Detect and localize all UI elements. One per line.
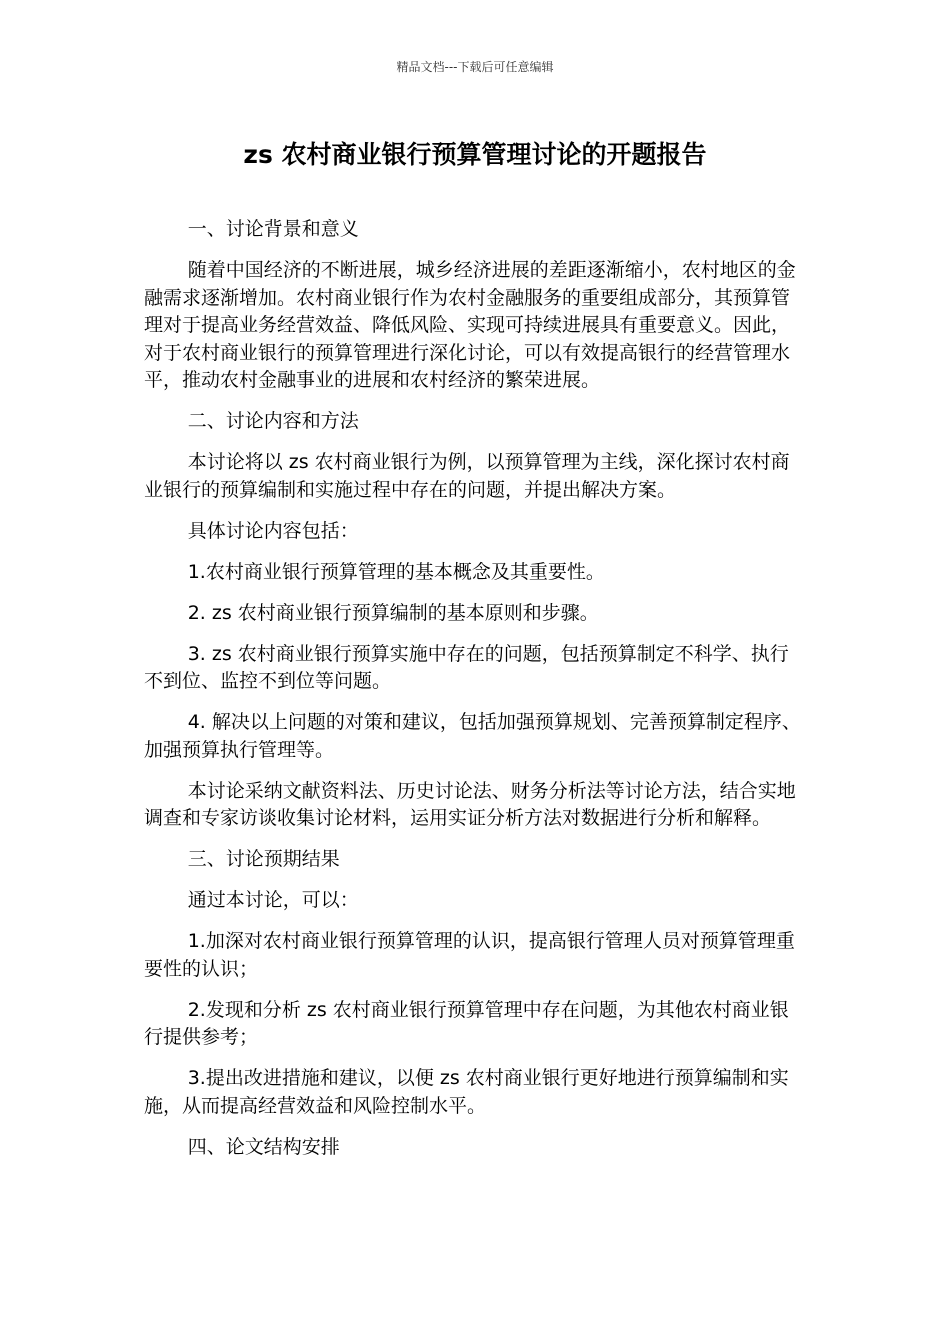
list-item: 3. zs 农村商业银行预算实施中存在的问题，包括预算制定不科学、执行不到位、监控不到位等问题。 bbox=[144, 642, 789, 692]
list-item: 2.发现和分析 zs 农村商业银行预算管理中存在问题，为其他农村商业银行提供参考； bbox=[144, 998, 789, 1048]
list-item: 1.加深对农村商业银行预算管理的认识，提高银行管理人员对预算管理重要性的认识； bbox=[144, 930, 795, 980]
section-heading-background: 一、讨论背景和意义 bbox=[187, 218, 359, 240]
list-item: 3.提出改进措施和建议，以便 zs 农村商业银行更好地进行预算编制和实施，从而提高经营效益和风险控制水平。 bbox=[144, 1067, 789, 1117]
list-item: 4. 解决以上问题的对策和建议，包括加强预算规划、完善预算制定程序、加强预算执行管理等。 bbox=[144, 711, 801, 761]
list-item: 1.农村商业银行预算管理的基本概念及其重要性。 bbox=[187, 560, 605, 583]
paragraph-background: 随着中国经济的不断进展，城乡经济进展的差距逐渐缩小，农村地区的金融需求逐渐增加。农村商业银行作为农村金融服务的重要组成部分，其预算管理对于提高业务经营效益、降低风险、实现可持续进展具有重要意义。因此，对于农村商业银行的预算管理进行深化讨论，可以有效提高银行的经营管理水平，推动农村金融事业的进展和农村经济的繁荣进展。 bbox=[144, 259, 796, 391]
document-body bbox=[144, 216, 802, 1175]
section-heading-content-method: 二、讨论内容和方法 bbox=[187, 410, 359, 432]
paragraph-research-intro: 本讨论将以 zs 农村商业银行为例，以预算管理为主线，深化探讨农村商业银行的预算编制和实施过程中存在的问题，并提出解决方案。 bbox=[144, 451, 790, 501]
header-note: 精品文档---下载后可任意编辑 bbox=[396, 60, 554, 74]
paragraph-content-list-intro: 具体讨论内容包括： bbox=[187, 519, 359, 542]
section-heading-expected-results: 三、讨论预期结果 bbox=[187, 848, 340, 870]
section-heading-structure: 四、论文结构安排 bbox=[187, 1135, 340, 1158]
document-title: zs 农村商业银行预算管理讨论的开题报告 bbox=[243, 140, 707, 169]
list-item: 2. zs 农村商业银行预算编制的基本原则和步骤。 bbox=[187, 601, 599, 624]
paragraph-results-intro: 通过本讨论，可以： bbox=[187, 889, 359, 911]
paragraph-methods: 本讨论采纳文献资料法、历史讨论法、财务分析法等讨论方法，结合实地调查和专家访谈收集讨论材料，运用实证分析方法对数据进行分析和解释。 bbox=[144, 779, 796, 829]
